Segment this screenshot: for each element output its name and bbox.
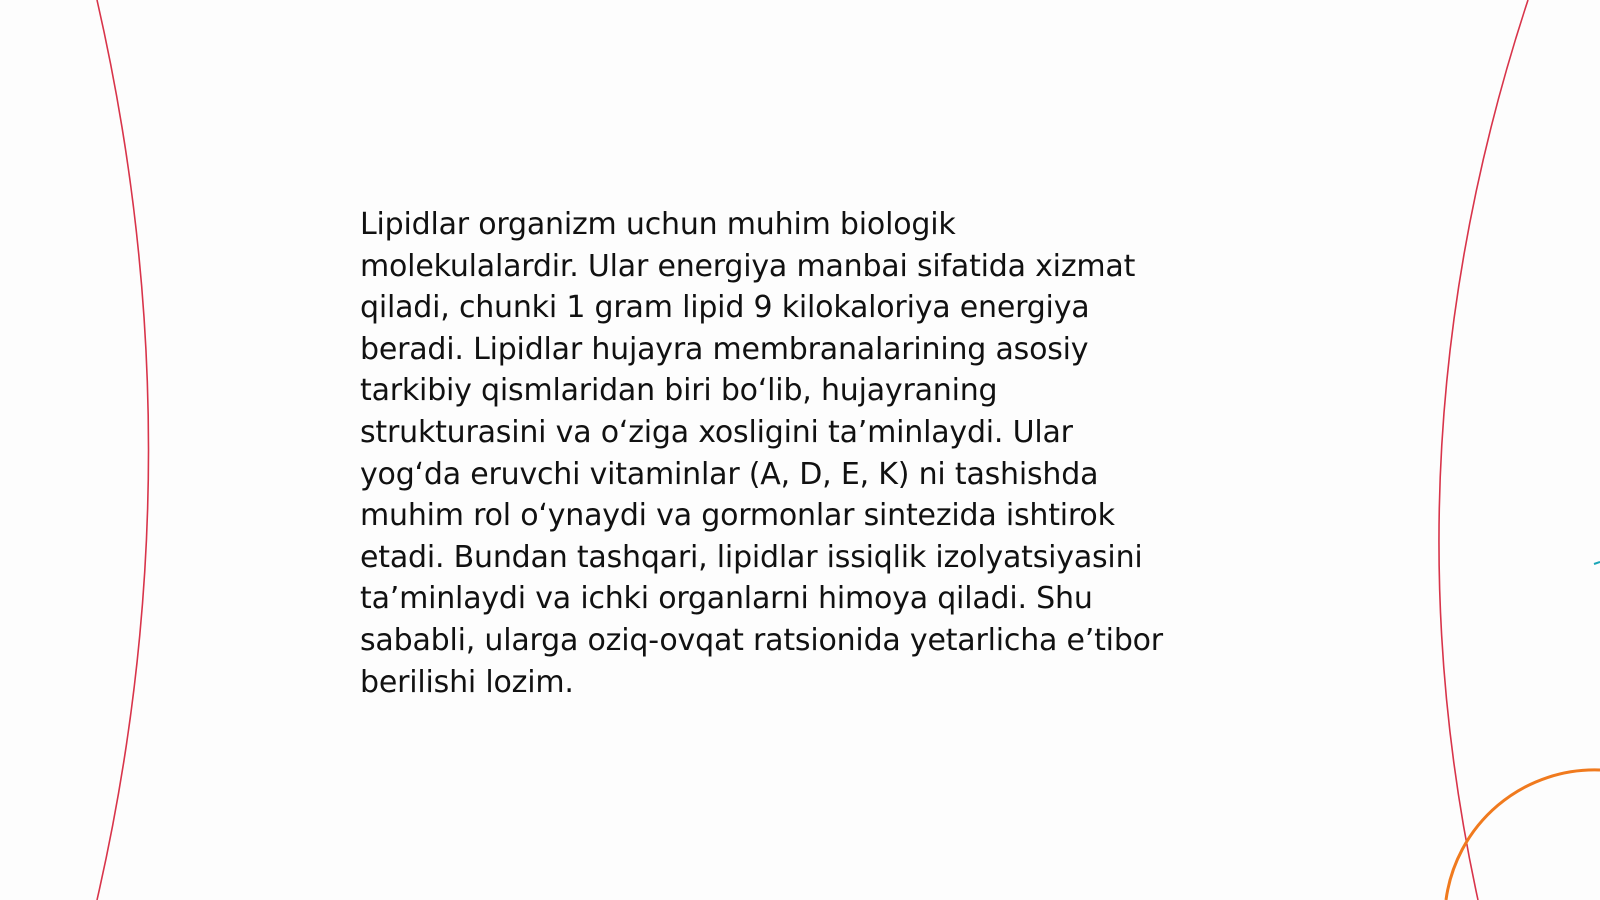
slide-body-text: Lipidlar organizm uchun muhim biologik molekulalardir. Ular energiya manbai sifatida xizmat qiladi, chunki 1 gram lipid 9 kilokaloriya energiya beradi. Lipidlar hujayra membranalarining asosiy tarkibiy qismlaridan biri bo‘lib, hujayraning strukturasini va o‘ziga xosligini ta’minlaydi. Ular yog‘da eruvchi vitaminlar (A, D, E, K) ni tashishda muhim rol o‘ynaydi va gormonlar sintezida ishtirok etadi. Bundan tashqari, lipidlar issiqlik izolyatsiyasini ta’minlaydi va ichki organlarni himoya qiladi. Shu sababli, ularga oziq-ovqat ratsionida yetarlicha e’tibor berilishi lozim. bbox=[360, 207, 1163, 700]
left-curve-line bbox=[97, 0, 149, 900]
orange-circle-arc bbox=[1446, 770, 1600, 900]
teal-accent-mark bbox=[1594, 562, 1600, 564]
right-curve-line bbox=[1439, 0, 1528, 900]
